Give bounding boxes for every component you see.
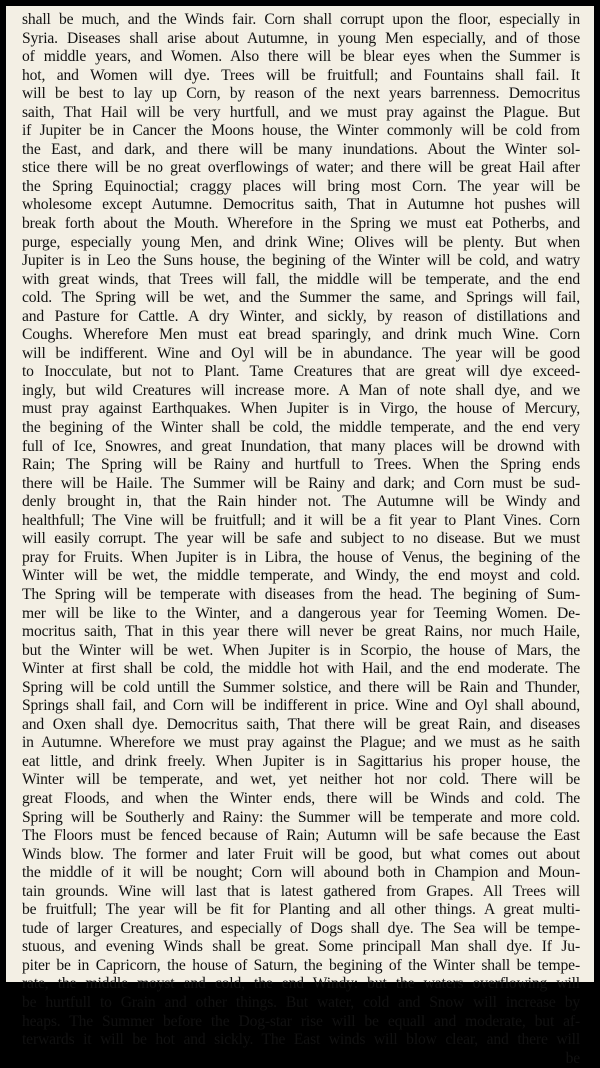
text-line: and Oxen shall dye. Democritus saith, That there will be great Rain, and diseases xyxy=(22,715,580,733)
text-line: the begining of the Winter shall be cold, the middle temperate, and the end very xyxy=(22,419,580,437)
text-line: cold. The Spring will be wet, and the Summer the same, and Springs will fail, xyxy=(22,289,580,307)
text-line: Spring will be Southerly and Rainy: the Summer will be temperate and more cold. xyxy=(22,808,580,826)
text-line: tain grounds. Wine will last that is latest gathered from Grapes. All Trees will xyxy=(22,882,580,900)
text-line: heaps. The Summer before the Dog-star rise will be equall and moderate, but af- xyxy=(22,1012,580,1030)
text-line: Winds blow. The former and later Fruit will be good, but what comes out about xyxy=(22,845,580,863)
text-line: in Autumne. Wherefore we must pray against the Plague; and we must as he saith xyxy=(22,734,580,752)
text-line: be fruitfull; The year will be fit for Planting and all other things. A great multi- xyxy=(22,901,580,919)
text-line: pray for Fruits. When Jupiter is in Libra, the house of Venus, the begining of the xyxy=(22,548,580,566)
text-line: denly brought in, that the Rain hinder not. The Autumne will be Windy and xyxy=(22,493,580,511)
text-line: but the Winter will be wet. When Jupiter is in Scorpio, the house of Mars, the xyxy=(22,641,580,659)
text-line: break forth about the Mouth. Wherefore in the Spring we must eat Potherbs, and xyxy=(22,215,580,233)
text-line: be xyxy=(565,1049,580,1067)
text-line: must pray against Earthquakes. When Jupiter is in Virgo, the house of Mercury, xyxy=(22,400,580,418)
text-line: Rain; The Spring will be Rainy and hurtfull to Trees. When the Spring ends xyxy=(22,456,580,474)
text-line: be hurtfull to Grain and other things. But water, cold and Snow will increase by xyxy=(22,993,580,1011)
text-line: will easily corrupt. The year will be safe and subject to no disease. But we must xyxy=(22,530,580,548)
text-line: Spring will be cold untill the Summer solstice, and there will be Rain and Thunder, xyxy=(22,678,580,696)
text-line: will be best to lay up Corn, by reason of the next years barrenness. Democritus xyxy=(22,85,580,103)
text-line: ingly, but wild Creatures will increase more. A Man of note shall dye, and we xyxy=(22,381,580,399)
text-line: with great winds, that Trees will fall, the middle will be temperate, and the end xyxy=(22,270,580,288)
text-line: the East, and dark, and there will be many inundations. About the Winter sol- xyxy=(22,140,580,158)
text-line: Winter will be wet, the middle temperate, and Windy, the end moyst and cold. xyxy=(22,567,580,585)
text-line: hot, and Women will dye. Trees will be fruitfull; and Fountains shall fail. It xyxy=(22,66,580,84)
text-line: Jupiter is in Leo the Suns house, the begining of the Winter will be cold, and watry xyxy=(22,252,580,270)
text-line: tude of larger Creatures, and especially of Dogs shall dye. The Sea will be tempe- xyxy=(22,919,580,937)
text-line: Coughs. Wherefore Men must eat bread sparingly, and drink much Wine. Corn xyxy=(22,326,580,344)
text-line: Springs shall fail, and Corn will be indifferent in price. Wine and Oyl shall abound, xyxy=(22,697,580,715)
text-line: stice there will be no great overflowings of water; and there will be great Hail after xyxy=(22,159,580,177)
text-line: Winter will be temperate, and wet, yet neither hot nor cold. There will be xyxy=(22,771,580,789)
text-line: stuous, and evening Winds shall be great. Some principall Man shall dye. If Ju- xyxy=(22,938,580,956)
text-line: wholesome except Autumne. Democritus saith, That in Autumne hot pushes will xyxy=(22,196,580,214)
text-line: The Spring will be temperate with diseases from the head. The begining of Sum- xyxy=(22,585,580,603)
text-line: if Jupiter be in Cancer the Moons house, the Winter commonly will be cold from xyxy=(22,122,580,140)
text-line: and Pasture for Cattle. A dry Winter, and sickly, by reason of distillations and xyxy=(22,307,580,325)
text-line: the middle of it will be nought; Corn will abound both in Champion and Moun- xyxy=(22,864,580,882)
text-line: healthfull; The Vine will be fruitfull; and it will be a fit year to Plant Vines. Corn xyxy=(22,511,580,529)
text-line: purge, especially young Men, and drink Wine; Olives will be plenty. But when xyxy=(22,233,580,251)
text-line: terwards it will be hot and sickly. The East winds will blow clear, and there will xyxy=(22,1031,580,1049)
text-line: mocritus saith, That in this year there will never be great Rains, nor much Haile, xyxy=(22,623,580,641)
text-line: piter be in Capricorn, the house of Saturn, the begining of the Winter shall be tempe- xyxy=(22,956,580,974)
text-line: to Inocculate, but not to Plant. Tame Creatures that are great will dye exceed- xyxy=(22,363,580,381)
text-line: Winter at first shall be cold, the middle hot with Hail, and the end moderate. The xyxy=(22,660,580,678)
text-line: The Floors must be fenced because of Rain; Autumn will be safe because the East xyxy=(22,827,580,845)
text-line: eat little, and drink freely. When Jupiter is in Sagittarius his proper house, the xyxy=(22,752,580,770)
text-line: shall be much, and the Winds fair. Corn shall corrupt upon the floor, especially in xyxy=(22,11,580,28)
text-line: full of Ice, Snowres, and great Inundation, that many places will be drownd with xyxy=(22,437,580,455)
text-line: great Floods, and when the Winter ends, there will be Winds and cold. The xyxy=(22,789,580,807)
text-line: Syria. Diseases shall arise about Autumne, in young Men especially, and of those xyxy=(22,29,580,47)
text-line: there will be Haile. The Summer will be Rainy and dark; and Corn must be sud- xyxy=(22,474,580,492)
text-line: mer will be like to the Winter, and a dangerous year for Teeming Women. De- xyxy=(22,604,580,622)
book-page xyxy=(6,6,594,1067)
text-line: will be indifferent. Wine and Oyl will be in abundance. The year will be good xyxy=(22,344,580,362)
text-line: of middle years, and Women. Also there will be blear eyes when the Summer is xyxy=(22,48,580,66)
text-line: the Spring Equinoctial; craggy places will bring most Corn. The year will be xyxy=(22,177,580,195)
text-line: rate, the middle moyst and cold, the end Windy: but the waters overflowing will xyxy=(22,975,580,993)
text-line: saith, That Hail will be very hurtfull, and we must pray against the Plague. But xyxy=(22,103,580,121)
